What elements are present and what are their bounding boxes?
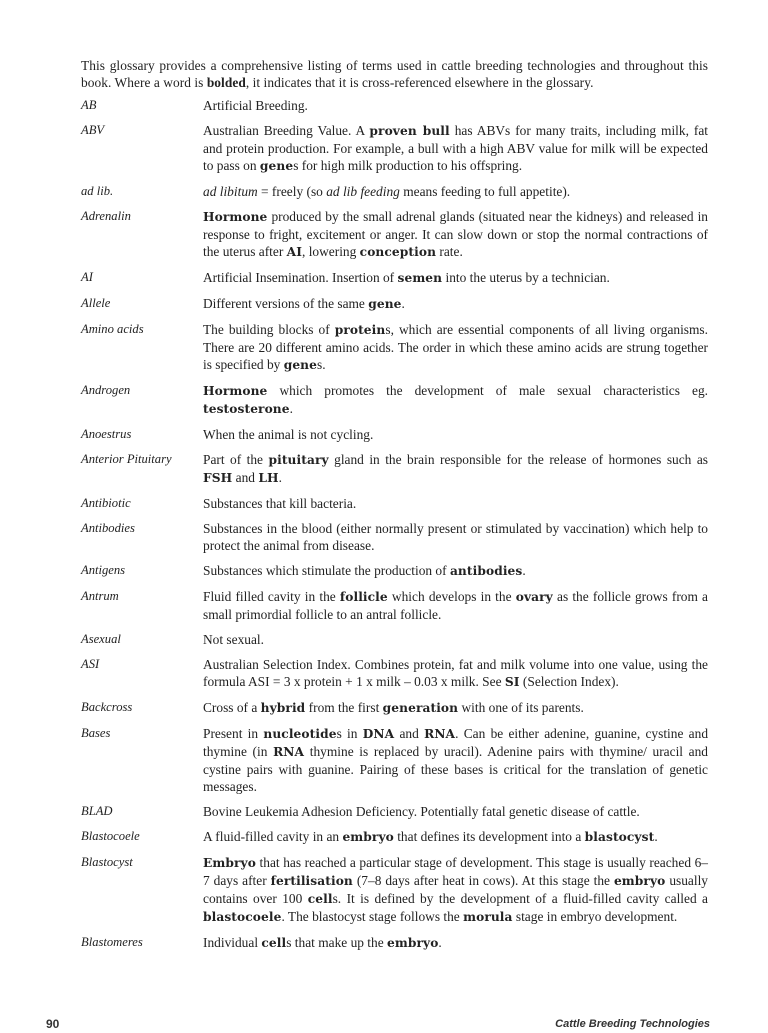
text-run: Present in — [203, 726, 264, 741]
cross-reference: bolded — [206, 75, 246, 90]
text-run: Substances in the blood (either normally present or stimulated by vaccination) which help to protect the animal from disease. — [203, 521, 708, 553]
cross-reference: blastocyst — [584, 830, 655, 844]
cross-reference: gene — [259, 159, 294, 173]
glossary-term: ASI — [81, 657, 100, 671]
text-run: from the first — [305, 700, 383, 715]
glossary-entry — [81, 934, 708, 952]
text-run: Fluid filled cavity in the — [203, 589, 340, 604]
glossary-definition — [203, 934, 708, 952]
cross-reference: RNA — [273, 745, 305, 759]
glossary-term: ABV — [81, 123, 105, 137]
cross-reference: ovary — [515, 590, 553, 604]
text-run: which develops in the — [387, 589, 516, 604]
text-run: . — [654, 829, 658, 844]
text-run: Cross of a — [203, 700, 261, 715]
glossary-entry — [81, 208, 708, 261]
cross-reference: blastocoele — [203, 910, 282, 924]
glossary-definition — [203, 208, 708, 261]
text-run: which promotes the development of male sexual characteristics eg. — [267, 383, 708, 398]
text-run: that has reached a particular stage of development. This stage is usually reached 6–7 days after — [203, 855, 708, 888]
glossary-entry — [81, 631, 708, 648]
text-run: with one of its parents. — [458, 700, 584, 715]
cross-reference: LH — [258, 471, 279, 485]
glossary-term: AI — [81, 270, 93, 284]
text-run: gland in the brain responsible for the release of hormones such as — [328, 452, 708, 467]
glossary-entry — [81, 520, 708, 554]
glossary-definition — [203, 854, 708, 926]
glossary-page — [81, 57, 708, 960]
text-run: s that make up the — [286, 935, 388, 950]
text-run: has ABVs for many traits, including milk, fat and protein production. For example, a bull with a high ABV value for milk will be expected to pass on — [203, 123, 708, 173]
text-run: . — [438, 935, 442, 950]
glossary-entry — [81, 321, 708, 374]
cross-reference: hybrid — [260, 701, 306, 715]
text-run: (Selection Index). — [519, 674, 619, 689]
cross-reference: pituitary — [268, 453, 329, 467]
text-run: When the animal is not cycling. — [203, 427, 374, 442]
text-run: that defines its development into a — [393, 829, 585, 844]
glossary-definition — [203, 426, 708, 443]
glossary-entry — [81, 122, 708, 175]
glossary-definition — [203, 495, 708, 512]
glossary-term: Antrum — [81, 589, 119, 603]
italic-text: ad lib feeding — [326, 184, 400, 199]
glossary-entry — [81, 183, 708, 200]
text-run: s. — [317, 357, 326, 372]
glossary-definition — [203, 699, 708, 717]
cross-reference: antibodies — [449, 564, 523, 578]
glossary-entry — [81, 854, 708, 926]
glossary-entry — [81, 656, 708, 691]
text-run: as the follicle grows from a small primordial follicle to an antral follicle. — [203, 589, 708, 622]
glossary-term: Adrenalin — [81, 209, 131, 223]
glossary-term: Allele — [81, 296, 111, 310]
glossary-entry — [81, 426, 708, 443]
glossary-entry — [81, 295, 708, 313]
text-run: This glossary provides a comprehensive listing of terms used in cattle breeding technologies and throughout this book. Where a word is — [81, 58, 708, 90]
cross-reference: RNA — [424, 727, 456, 741]
text-run: . — [278, 470, 282, 485]
text-run: Bovine Leukemia Adhesion Deficiency. Potentially fatal genetic disease of cattle. — [203, 804, 640, 819]
glossary-definition — [203, 451, 708, 487]
glossary-entry — [81, 382, 708, 418]
glossary-definition — [203, 382, 708, 418]
cross-reference: gene — [368, 297, 402, 311]
cross-reference: generation — [382, 701, 459, 715]
glossary-list — [81, 97, 708, 952]
cross-reference: morula — [463, 910, 513, 924]
glossary-term: Bases — [81, 726, 111, 740]
cross-reference: DNA — [362, 727, 395, 741]
glossary-entry — [81, 269, 708, 287]
cross-reference: testosterone — [203, 402, 290, 416]
cross-reference: gene — [283, 358, 317, 372]
text-run: . — [401, 296, 405, 311]
glossary-definition — [203, 295, 708, 313]
text-run: Artificial Breeding. — [203, 98, 308, 113]
cross-reference: AI — [286, 245, 303, 259]
glossary-entry — [81, 495, 708, 512]
cross-reference: embryo — [342, 830, 394, 844]
glossary-entry — [81, 828, 708, 846]
glossary-term: ad lib. — [81, 184, 114, 198]
glossary-term: Amino acids — [81, 322, 144, 336]
cross-reference: proven bull — [369, 124, 450, 138]
glossary-term: Anterior Pituitary — [81, 452, 172, 466]
cross-reference: Hormone — [203, 210, 268, 224]
glossary-definition — [203, 631, 708, 648]
text-run: . The blastocyst stage follows the — [281, 909, 464, 924]
glossary-definition — [203, 562, 708, 580]
text-run: Different versions of the same — [203, 296, 369, 311]
text-run: s. It is defined by the development of a fluid-filled cavity called a — [332, 891, 708, 906]
glossary-term: Antibodies — [81, 521, 135, 535]
text-run: = freely (so — [257, 184, 327, 199]
glossary-definition — [203, 828, 708, 846]
page-number: 90 — [46, 1017, 60, 1031]
text-run: , it indicates that it is cross-referenced elsewhere in the glossary. — [245, 75, 594, 90]
cross-reference: conception — [359, 245, 437, 259]
text-run: Australian Breeding Value. A — [203, 123, 370, 138]
text-run: (7–8 days after heat in cows). At this stage the — [352, 873, 614, 888]
text-run: s in — [336, 726, 363, 741]
text-run: and — [394, 726, 425, 741]
glossary-definition — [203, 656, 708, 691]
cross-reference: cell — [307, 892, 333, 906]
glossary-definition — [203, 269, 708, 287]
glossary-definition — [203, 520, 708, 554]
glossary-definition — [203, 183, 708, 200]
text-run: The building blocks of — [203, 322, 335, 337]
glossary-term: Antibiotic — [81, 496, 131, 510]
text-run: usually contains over 100 — [203, 873, 708, 906]
cross-reference: Hormone — [203, 384, 268, 398]
text-run: , lowering — [302, 244, 360, 259]
glossary-entry — [81, 803, 708, 820]
text-run: Not sexual. — [203, 632, 264, 647]
glossary-entry — [81, 97, 708, 114]
text-run: Substances which stimulate the production of — [203, 563, 450, 578]
glossary-definition — [203, 122, 708, 175]
glossary-definition — [203, 321, 708, 374]
text-run: produced by the small adrenal glands (situated near the kidneys) and released in response to fright, excitement or anger. It can slow down or stop the normal contractions of the uterus after — [203, 209, 708, 259]
glossary-definition — [203, 725, 708, 795]
glossary-entry — [81, 451, 708, 487]
glossary-definition — [203, 803, 708, 820]
glossary-term: Anoestrus — [81, 427, 132, 441]
text-run: Substances that kill bacteria. — [203, 496, 357, 511]
glossary-entry — [81, 588, 708, 623]
italic-text: ad libitum — [203, 184, 258, 199]
cross-reference: nucleotide — [263, 727, 337, 741]
text-run: thymine is replaced by uracil). Adenine pairs with thymine/ uracil and cystine pairs with guanine. Pairing of these bases is critical for the translation of genetic messages. — [203, 744, 709, 794]
glossary-term: Blastocyst — [81, 855, 133, 869]
cross-reference: FSH — [203, 471, 233, 485]
glossary-term: Backcross — [81, 700, 133, 714]
glossary-definition — [203, 588, 708, 623]
text-run: Individual — [203, 935, 262, 950]
cross-reference: fertilisation — [270, 874, 353, 888]
cross-reference: Embryo — [203, 856, 256, 870]
cross-reference: SI — [504, 675, 520, 689]
cross-reference: follicle — [339, 590, 388, 604]
glossary-term: BLAD — [81, 804, 113, 818]
text-run: Artificial Insemination. Insertion of — [203, 270, 398, 285]
text-run: Australian Selection Index. Combines protein, fat and milk volume into one value, using the formula ASI = 3 x protein + 1 x milk – 0.03 x milk. See — [203, 657, 708, 689]
cross-reference: embryo — [613, 874, 666, 888]
text-run: means feeding to full appetite). — [399, 184, 571, 199]
text-run: A fluid-filled cavity in an — [203, 829, 343, 844]
text-run: s, which are essential components of all living organisms. There are 20 different amino acids. The order in which these amino acids are strung together is specified by — [203, 322, 708, 372]
text-run: into the uterus by a technician. — [442, 270, 610, 285]
glossary-term: Blastocoele — [81, 829, 140, 843]
cross-reference: protein — [334, 323, 386, 337]
text-run: . — [289, 401, 293, 416]
glossary-entry — [81, 725, 708, 795]
text-run: . Can be either adenine, guanine, cystine and thymine (in — [203, 726, 709, 759]
text-run: and — [232, 470, 259, 485]
glossary-term: Asexual — [81, 632, 121, 646]
text-run: Part of the — [203, 452, 269, 467]
book-title: Cattle Breeding Technologies — [555, 1018, 710, 1030]
cross-reference: embryo — [387, 936, 439, 950]
glossary-term: Androgen — [81, 383, 131, 397]
glossary-definition — [203, 97, 708, 114]
glossary-entry — [81, 699, 708, 717]
cross-reference: semen — [397, 271, 443, 285]
glossary-term: AB — [81, 98, 97, 112]
glossary-term: Antigens — [81, 563, 126, 577]
text-run: . — [522, 563, 526, 578]
cross-reference: cell — [261, 936, 287, 950]
glossary-entry — [81, 562, 708, 580]
text-run: s for high milk production to his offspring. — [293, 158, 523, 173]
text-run: stage in embryo development. — [512, 909, 678, 924]
glossary-term: Blastomeres — [81, 935, 143, 949]
glossary-intro — [81, 57, 708, 91]
text-run: rate. — [436, 244, 463, 259]
